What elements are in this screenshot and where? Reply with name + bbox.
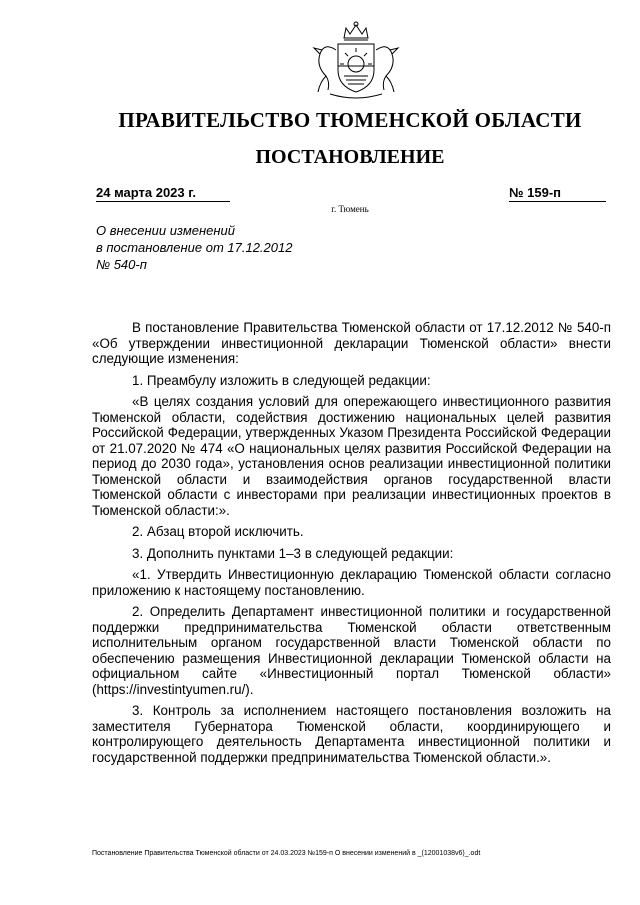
subject-line: в постановление от 17.12.2012 bbox=[96, 240, 293, 255]
page-footer: Постановление Правительства Тюменской области от 24.03.2023 №159-п О внесении изменений в _(12001038v6)_.odt bbox=[92, 850, 481, 857]
document-date: 24 марта 2023 г. bbox=[96, 185, 230, 202]
body-paragraph: 1. Преамбулу изложить в следующей редакции: bbox=[132, 372, 431, 388]
body-paragraph: В постановление Правительства Тюменской области от 17.12.2012 № 540-п «Об утверждении инвестиционной декларации Тюменской области» внести следующие изменения: bbox=[92, 320, 611, 366]
document-body bbox=[92, 320, 611, 771]
document-subject bbox=[96, 222, 292, 273]
body-paragraph: «1. Утвердить Инвестиционную декларацию Тюменской области согласно приложению к настоящему постановлению. bbox=[92, 567, 611, 598]
subject-line: № 540-п bbox=[96, 257, 147, 272]
body-paragraph: 3. Дополнить пунктами 1–3 в следующей редакции: bbox=[132, 545, 454, 561]
body-paragraph: 2. Абзац второй исключить. bbox=[132, 524, 304, 539]
document-type: ПОСТАНОВЛЕНИЕ bbox=[255, 146, 445, 168]
government-title: ПРАВИТЕЛЬСТВО ТЮМЕНСКОЙ ОБЛАСТИ bbox=[118, 108, 582, 132]
body-paragraph: 2. Определить Департамент инвестиционной политики и государственной поддержки предпринимательства Тюменской области ответственным исполнительным органом государственной власти Тюменской области по обеспечению размещения Инвестиционной декларации Тюменской области на официальном сайте «Инвестиционный портал Тюменской области» (https://investintyumen.ru/). bbox=[92, 604, 611, 697]
body-paragraph: «В целях создания условий для опережающего инвестиционного развития Тюменской области, содействия достижению национальных целей развития Российской Федерации, утвержденных Указом Президента Российской Федерации от 21.07.2020 № 474 «О национальных целях развития Российской Федерации на период до 2030 года», установления основ реализации инвестиционной политики Тюменской области и взаимодействия органов государственной власти Тюменской области с инвесторами при реализации инвестиционных проектов в Тюменской области:». bbox=[92, 394, 611, 518]
subject-line: О внесении изменений bbox=[96, 223, 235, 238]
coat-of-arms-icon bbox=[300, 20, 412, 102]
number-label: № bbox=[509, 185, 524, 200]
document-number bbox=[509, 185, 606, 202]
city: г. Тюмень bbox=[331, 204, 369, 214]
body-paragraph: 3. Контроль за исполнением настоящего постановления возложить на заместителя Губернатора Тюменской области, координирующего и контролирующего деятельность Департамента инвестиционной политики и государственной поддержки предпринимательства Тюменской области.». bbox=[92, 703, 611, 765]
number-value: 159-п bbox=[527, 185, 561, 200]
